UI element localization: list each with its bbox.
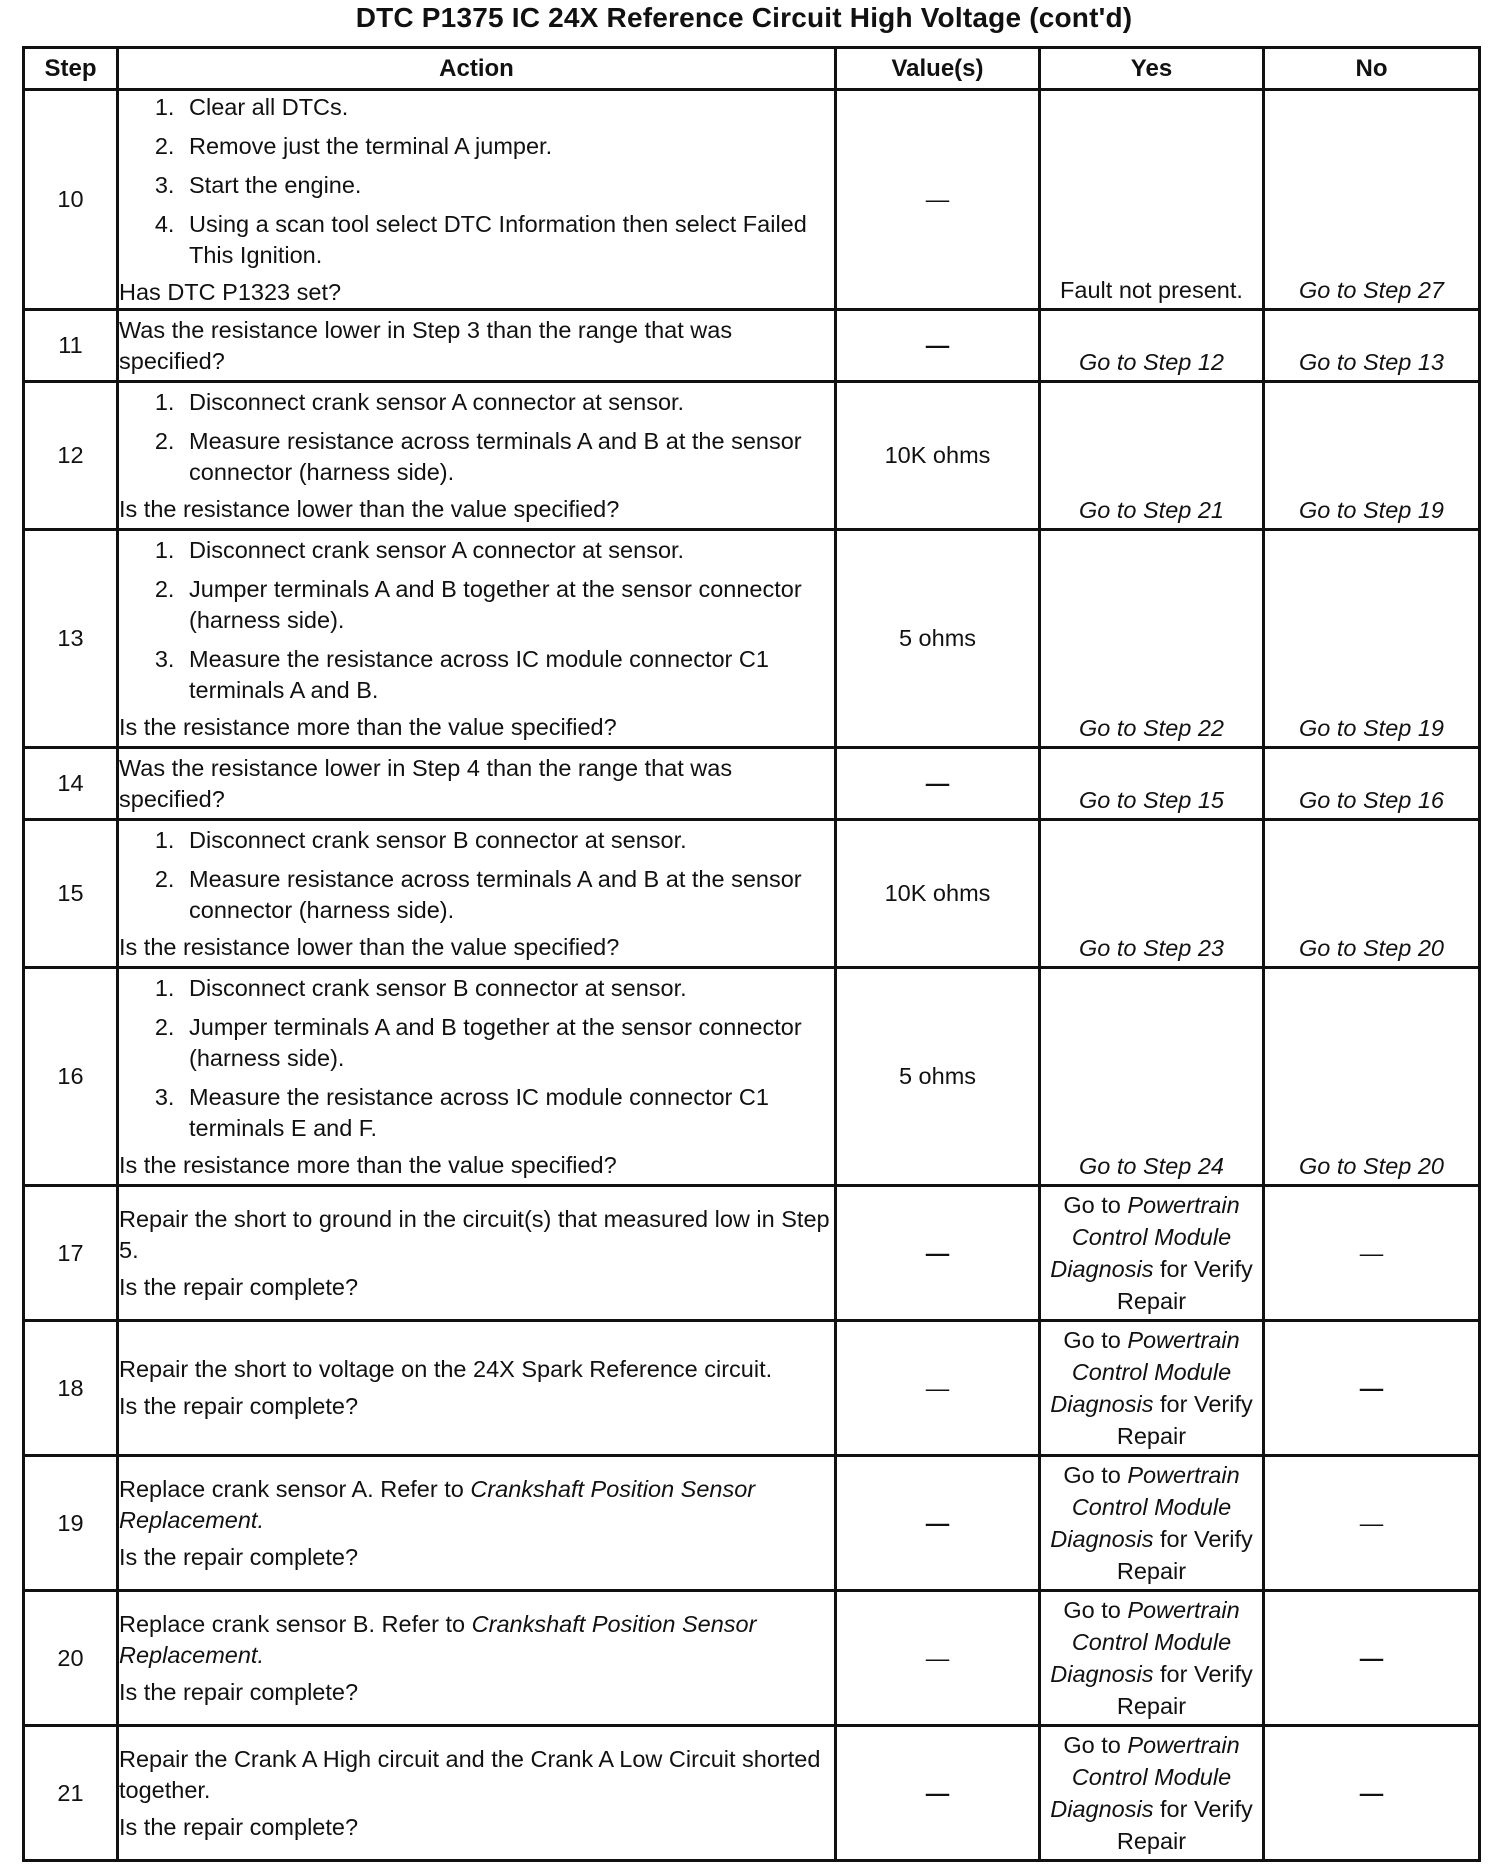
action-cell [118,1726,836,1861]
substep: 2. Measure resistance across terminals A and B at the sensor connector (harness side). [181,426,834,488]
verify-reference: Powertrain Control Module Diagnosis [1050,1192,1240,1282]
substep-list [119,535,834,706]
action-cell [118,1186,836,1321]
step-number: 21 [24,1726,118,1861]
procedure-reference: Crankshaft Position Sensor Replacement. [119,1610,757,1668]
no-cell: Go to Step 19 [1264,530,1480,748]
no-cell: Go to Step 19 [1264,382,1480,530]
value-cell: — [836,748,1040,820]
action-statement: Replace crank sensor A. Refer to Crankshaft Position Sensor Replacement. [119,1475,756,1533]
no-cell: Go to Step 27 [1264,90,1480,310]
action-question: Is the resistance more than the value specified? [119,1151,617,1178]
step-number: 18 [24,1321,118,1456]
action-question: Is the resistance lower than the value specified? [119,495,620,522]
table-row [24,1456,1480,1591]
step-number: 16 [24,968,118,1186]
step-number: 17 [24,1186,118,1321]
action-cell [118,968,836,1186]
substep: 1. Disconnect crank sensor B connector at sensor. [181,973,834,1004]
table-row [24,820,1480,968]
substep: 2. Jumper terminals A and B together at the sensor connector (harness side). [181,1012,834,1074]
no-cell: — [1264,1321,1480,1456]
substep: 1. Disconnect crank sensor B connector at sensor. [181,825,834,856]
step-number: 12 [24,382,118,530]
action-question: Is the repair complete? [119,1678,359,1705]
step-number: 10 [24,90,118,310]
table-row [24,1186,1480,1321]
no-cell: — [1264,1726,1480,1861]
no-cell: — [1264,1591,1480,1726]
verify-reference: Powertrain Control Module Diagnosis [1050,1327,1240,1417]
step-number: 13 [24,530,118,748]
substep: 1. Clear all DTCs. [181,92,834,123]
action-cell [118,820,836,968]
substep: 2. Jumper terminals A and B together at the sensor connector (harness side). [181,574,834,636]
substep: 1. Disconnect crank sensor A connector at sensor. [181,387,834,418]
no-cell: — [1264,1186,1480,1321]
action-cell [118,1591,836,1726]
yes-cell: Go to Powertrain Control Module Diagnosis for Verify Repair [1040,1456,1264,1591]
procedure-reference: Crankshaft Position Sensor Replacement. [119,1475,756,1533]
substep-list [119,387,834,488]
step-number: 20 [24,1591,118,1726]
yes-cell: Fault not present. [1040,90,1264,310]
value-cell: — [836,1591,1040,1726]
substep: 3. Start the engine. [181,170,834,201]
value-cell: 5 ohms [836,530,1040,748]
value-cell: 5 ohms [836,968,1040,1186]
action-question: Is the repair complete? [119,1543,359,1570]
action-question: Is the repair complete? [119,1273,359,1300]
table-row [24,1591,1480,1726]
yes-cell: Go to Powertrain Control Module Diagnosis for Verify Repair [1040,1321,1264,1456]
value-cell: — [836,1321,1040,1456]
action-statement: Repair the short to ground in the circuit(s) that measured low in Step 5. [119,1205,830,1263]
table-row [24,1726,1480,1861]
action-cell [118,310,836,382]
page-title: DTC P1375 IC 24X Reference Circuit High Voltage (cont'd) [355,2,1133,33]
substep: 1. Disconnect crank sensor A connector at sensor. [181,535,834,566]
step-number: 14 [24,748,118,820]
action-cell [118,1321,836,1456]
diagnostic-table [22,46,1481,1862]
action-statement: Repair the Crank A High circuit and the Crank A Low Circuit shorted together. [119,1745,821,1803]
value-cell: — [836,1726,1040,1861]
no-cell: Go to Step 13 [1264,310,1480,382]
step-number: 15 [24,820,118,968]
yes-cell: Go to Step 12 [1040,310,1264,382]
value-cell: 10K ohms [836,382,1040,530]
value-cell: — [836,1186,1040,1321]
table-header-row [24,48,1480,90]
table-row [24,90,1480,310]
step-number: 11 [24,310,118,382]
no-cell: Go to Step 20 [1264,968,1480,1186]
substep: 3. Measure the resistance across IC module connector C1 terminals A and B. [181,644,834,706]
header-no: No [1264,48,1480,90]
yes-cell: Go to Step 24 [1040,968,1264,1186]
no-cell: Go to Step 20 [1264,820,1480,968]
yes-cell: Go to Powertrain Control Module Diagnosis for Verify Repair [1040,1591,1264,1726]
substep: 2. Measure resistance across terminals A and B at the sensor connector (harness side). [181,864,834,926]
yes-cell: Go to Powertrain Control Module Diagnosis for Verify Repair [1040,1726,1264,1861]
action-cell [118,90,836,310]
action-cell [118,748,836,820]
table-row [24,530,1480,748]
header-action: Action [118,48,836,90]
value-cell: — [836,310,1040,382]
table-row [24,382,1480,530]
substep: 4. Using a scan tool select DTC Information then select Failed This Ignition. [181,209,834,271]
value-cell: — [836,90,1040,310]
substep-list [119,825,834,926]
table-row [24,1321,1480,1456]
verify-reference: Powertrain Control Module Diagnosis [1050,1597,1240,1687]
table-row [24,310,1480,382]
substep-list [119,92,834,271]
action-question: Was the resistance lower in Step 4 than the range that was specified? [119,754,733,812]
substep: 2. Remove just the terminal A jumper. [181,131,834,162]
step-number: 19 [24,1456,118,1591]
substep: 3. Measure the resistance across IC module connector C1 terminals E and F. [181,1082,834,1144]
value-cell: — [836,1456,1040,1591]
action-cell [118,382,836,530]
verify-reference: Powertrain Control Module Diagnosis [1050,1732,1240,1822]
verify-reference: Powertrain Control Module Diagnosis [1050,1462,1240,1552]
table-row [24,968,1480,1186]
action-cell [118,1456,836,1591]
action-question: Is the repair complete? [119,1393,359,1419]
substep-list [119,973,834,1144]
table-row [24,748,1480,820]
header-step: Step [24,48,118,90]
action-question: Was the resistance lower in Step 3 than the range that was specified? [119,316,733,374]
yes-cell: Go to Step 23 [1040,820,1264,968]
yes-cell: Go to Step 21 [1040,382,1264,530]
header-values: Value(s) [836,48,1040,90]
action-question: Is the resistance lower than the value specified? [119,933,620,960]
no-cell: — [1264,1456,1480,1591]
yes-cell: Go to Powertrain Control Module Diagnosis for Verify Repair [1040,1186,1264,1321]
action-question: Is the resistance more than the value specified? [119,713,617,740]
action-question: Is the repair complete? [119,1813,359,1840]
yes-cell: Go to Step 15 [1040,748,1264,820]
no-cell: Go to Step 16 [1264,748,1480,820]
action-cell [118,530,836,748]
yes-cell: Go to Step 22 [1040,530,1264,748]
action-statement: Repair the short to voltage on the 24X Spark Reference circuit. [119,1356,773,1382]
header-yes: Yes [1040,48,1264,90]
action-question: Has DTC P1323 set? [119,278,342,305]
value-cell: 10K ohms [836,820,1040,968]
action-statement: Replace crank sensor B. Refer to Crankshaft Position Sensor Replacement. [119,1610,757,1668]
